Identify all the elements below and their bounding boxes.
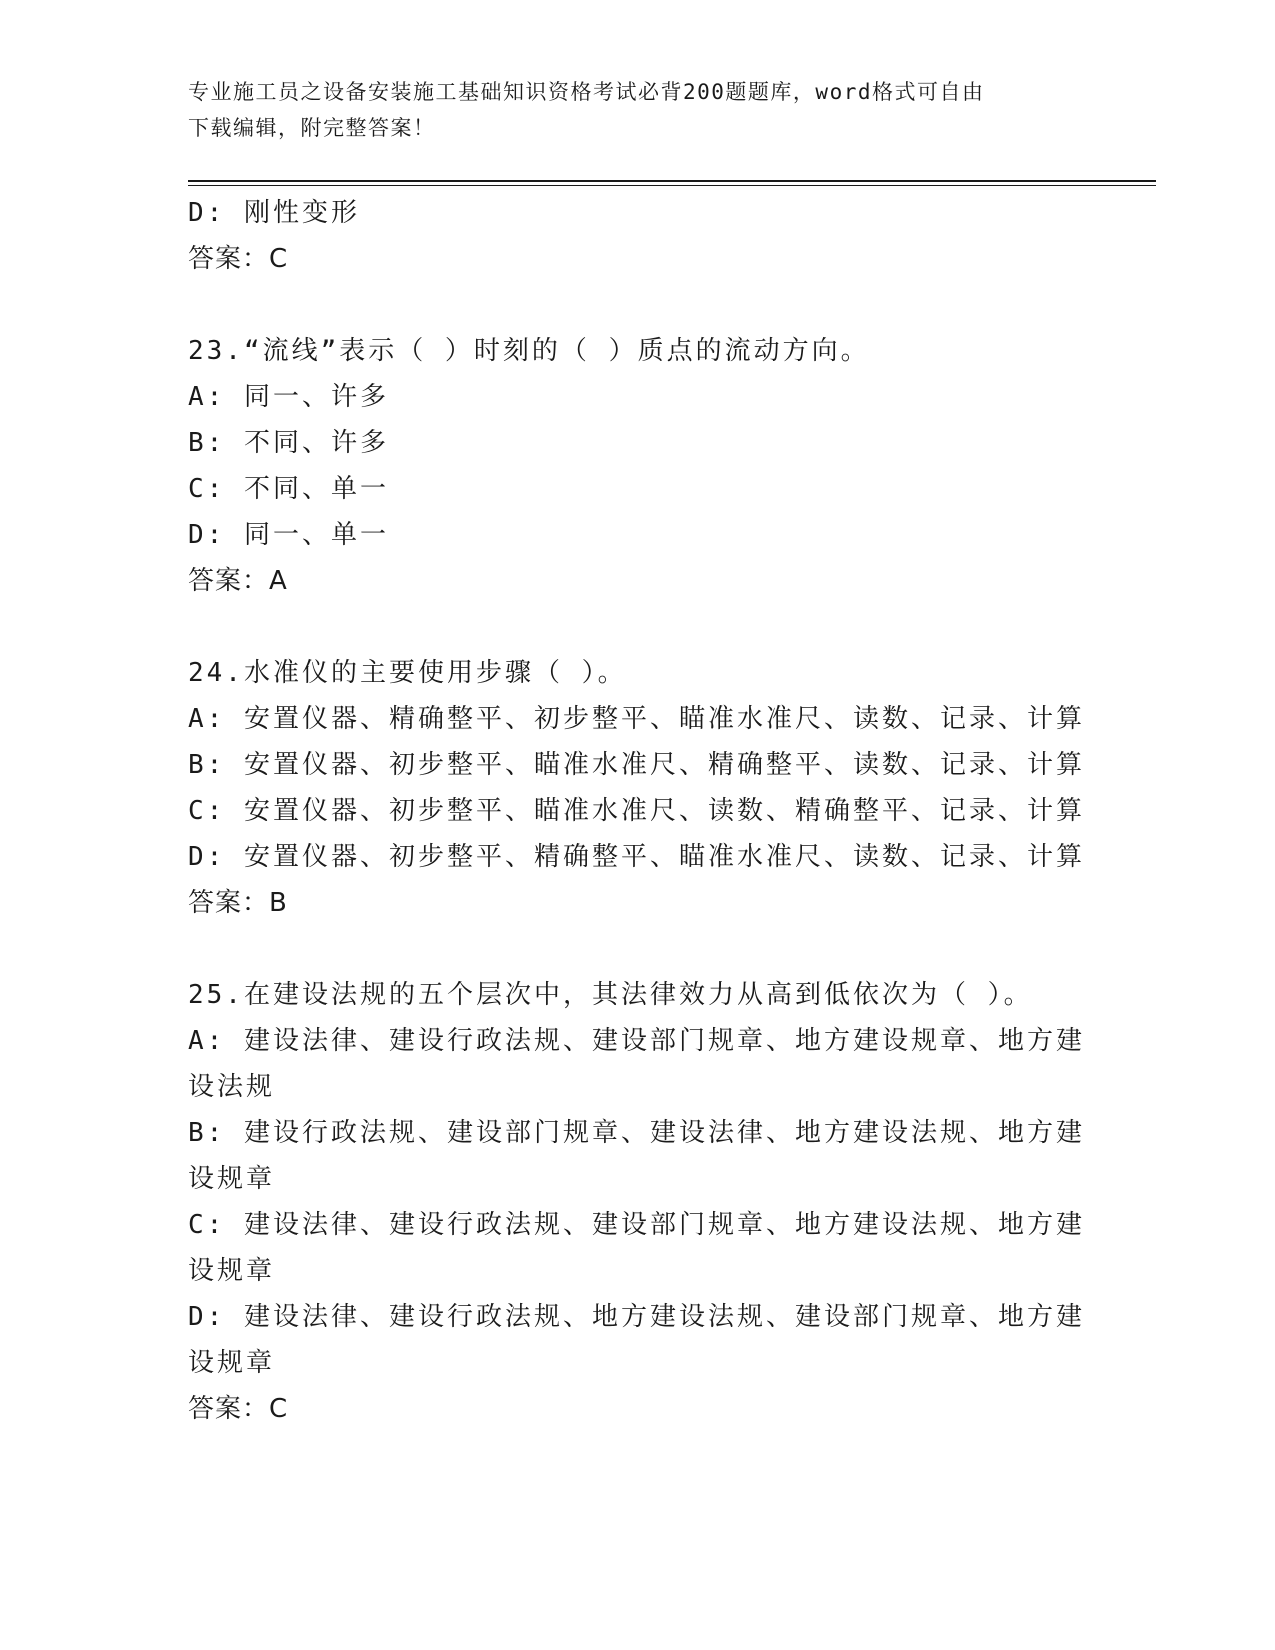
option-a: A: 同一、许多	[188, 382, 389, 412]
header-line-1: 专业施工员之设备安装施工基础知识资格考试必背200题题库，word格式可自由	[188, 80, 985, 104]
document-header	[188, 74, 1068, 146]
question-stem: 25.在建设法规的五个层次中，其法律效力从高到低依次为（ ）。	[188, 980, 1033, 1010]
option-c: C: 不同、单一	[188, 474, 389, 504]
answer: 答案：C	[188, 1394, 289, 1424]
option-b: B: 不同、许多	[188, 428, 389, 458]
spacer	[188, 604, 1088, 650]
option-c-line-2: 设规章	[188, 1256, 276, 1286]
header-rule-thick	[188, 180, 1156, 182]
question-stem: 23.“流线”表示（ ）时刻的（ ）质点的流动方向。	[188, 336, 870, 366]
question-stem: 24.水准仪的主要使用步骤（ ）。	[188, 658, 627, 688]
option-b-line-2: 设规章	[188, 1164, 276, 1194]
question-23	[188, 328, 1088, 604]
option-a-line-2: 设法规	[188, 1072, 276, 1102]
option-a: A: 安置仪器、精确整平、初步整平、瞄准水准尺、读数、记录、计算	[188, 704, 1085, 734]
option-d: D: 安置仪器、初步整平、精确整平、瞄准水准尺、读数、记录、计算	[188, 842, 1085, 872]
header-rule-thin	[188, 185, 1156, 186]
question-24	[188, 650, 1088, 926]
question-list	[188, 190, 1088, 1432]
option-d-line-1: D: 建设法律、建设行政法规、地方建设法规、建设部门规章、地方建	[188, 1302, 1085, 1332]
question-25	[188, 972, 1088, 1432]
option-d: D: 同一、单一	[188, 520, 389, 550]
option-a-line-1: A: 建设法律、建设行政法规、建设部门规章、地方建设规章、地方建	[188, 1026, 1085, 1056]
spacer	[188, 926, 1088, 972]
option-c: C: 安置仪器、初步整平、瞄准水准尺、读数、精确整平、记录、计算	[188, 796, 1085, 826]
prev-option-d: D: 刚性变形	[188, 198, 360, 228]
answer: 答案：A	[188, 566, 288, 596]
option-d-line-2: 设规章	[188, 1348, 276, 1378]
option-b-line-1: B: 建设行政法规、建设部门规章、建设法律、地方建设法规、地方建	[188, 1118, 1085, 1148]
header-line-2: 下载编辑，附完整答案！	[188, 116, 436, 140]
option-c-line-1: C: 建设法律、建设行政法规、建设部门规章、地方建设法规、地方建	[188, 1210, 1085, 1240]
prev-answer: 答案：C	[188, 244, 289, 274]
spacer	[188, 282, 1088, 328]
option-b: B: 安置仪器、初步整平、瞄准水准尺、精确整平、读数、记录、计算	[188, 750, 1085, 780]
answer: 答案：B	[188, 888, 288, 918]
